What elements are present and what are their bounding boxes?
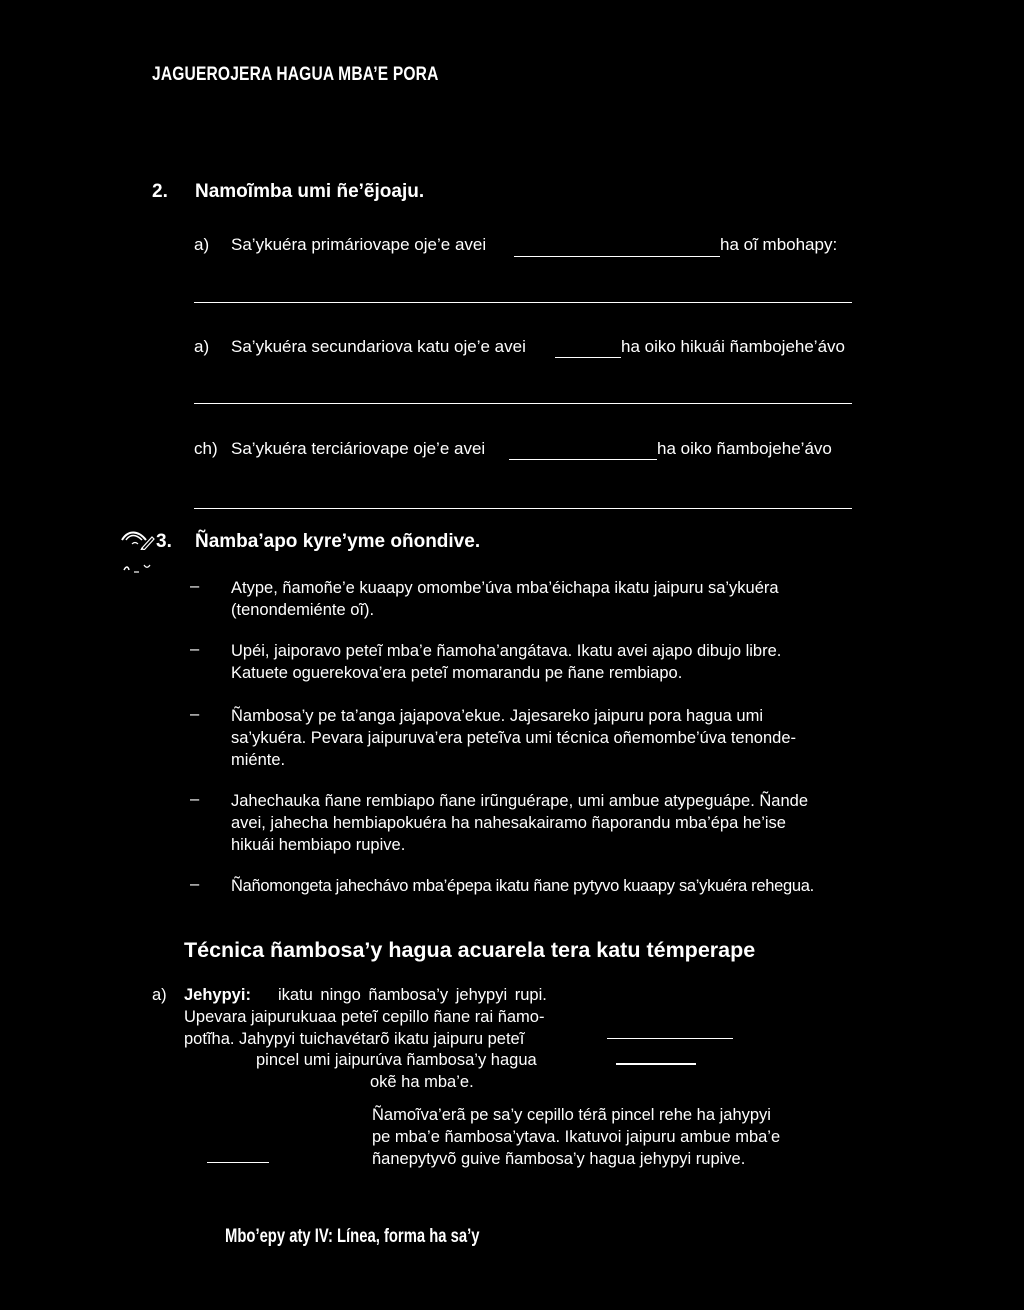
technique-item-line: potĩha. Jahypyi tuichavétarõ ikatu jaipuru peteĩ bbox=[184, 1030, 525, 1048]
q2-item-text-before: Sa’ykuéra terciáriovape oje’e avei bbox=[231, 439, 486, 458]
technique-note bbox=[372, 1104, 780, 1170]
bullet-paragraph bbox=[231, 875, 871, 897]
technique-item-term: Jehypyi: bbox=[184, 986, 251, 1004]
note-line: ñanepytyvõ guive ñambosa’y hagua jehypyi rupive. bbox=[372, 1150, 746, 1168]
technique-item-label: a) bbox=[152, 986, 167, 1004]
answer-line bbox=[194, 508, 852, 509]
bullet-dash: – bbox=[190, 577, 200, 595]
paragraph-line: Ñañomongeta jahechávo mba’épepa ikatu ñane pytyvo kuaapy sa’ykuéra rehegua. bbox=[231, 877, 814, 895]
answer-line bbox=[194, 403, 852, 404]
running-footer: Mbo’epy aty IV: Línea, forma ha sa’y bbox=[225, 1226, 480, 1247]
bullet-paragraph bbox=[231, 790, 871, 856]
question-3-number: 3. bbox=[156, 531, 172, 552]
paragraph-line: sa’ykuéra. Pevara jaipuruva’era peteĩva umi técnica oñemombe’úva tenonde- bbox=[231, 729, 796, 747]
q2-item-text-after: ha oiko ñambojehe’ávo bbox=[657, 439, 832, 458]
q2-item-text-after: ha oĩ mbohapy: bbox=[720, 235, 838, 254]
technique-item-line: ikatu ningo ñambosa’y jehypyi rupi. bbox=[278, 986, 547, 1004]
bullet-dash: – bbox=[190, 640, 200, 658]
q2-item-text-before: Sa’ykuéra primáriovape oje’e avei bbox=[231, 235, 487, 254]
technique-item-line: Upevara jaipurukuaa peteĩ cepillo ñane rai ñamo- bbox=[184, 1008, 545, 1026]
question-2-title: Namoĩmba umi ñe’ẽjoaju. bbox=[195, 181, 425, 202]
answer-blank bbox=[555, 357, 621, 358]
brush-stroke-sample bbox=[607, 1038, 733, 1039]
note-line: Ñamoĩva’erã pe sa’y cepillo térã pincel rehe ha jahypyi bbox=[372, 1106, 771, 1124]
brush-stroke-sample bbox=[616, 1063, 696, 1065]
bullet-paragraph bbox=[231, 705, 871, 771]
question-2-number: 2. bbox=[152, 181, 168, 202]
paragraph-line: hikuái hembiapo rupive. bbox=[231, 836, 406, 854]
paragraph-line: Upéi, jaiporavo peteĩ mba’e ñamoha’angátava. Ikatu avei ajapo dibujo libre. bbox=[231, 642, 782, 660]
bullet-dash: – bbox=[190, 705, 200, 723]
answer-line bbox=[194, 302, 852, 303]
paragraph-line: (tenondemiénte oĩ). bbox=[231, 601, 375, 619]
technique-item-line: okẽ ha mba’e. bbox=[370, 1073, 474, 1091]
paragraph-line: Jahechauka ñane rembiapo ñane irũnguérape, umi ambue atypeguápe. Ñande bbox=[231, 792, 809, 810]
question-3-title: Ñamba’apo kyre’yme oñondive. bbox=[195, 531, 481, 552]
paragraph-line: Katuete oguerekova’era peteĩ momarandu pe ñane rembiapo. bbox=[231, 664, 683, 682]
brush-stroke-icon bbox=[122, 560, 152, 576]
q2-item-label: a) bbox=[194, 337, 210, 356]
paragraph-line: avei, jahecha hembiapokuéra ha nahesakairamo ñaporandu mba’épa he’ise bbox=[231, 814, 786, 832]
bullet-dash: – bbox=[190, 875, 200, 893]
brush-stroke-sample bbox=[207, 1162, 269, 1163]
section-heading: Técnica ñambosa’y hagua acuarela tera katu témperape bbox=[184, 938, 756, 962]
paragraph-line: Ñambosa’y pe ta’anga jajapova’ekue. Jajesareko jaipuru pora hagua umi bbox=[231, 707, 764, 725]
q2-item-label: a) bbox=[194, 235, 210, 254]
answer-blank bbox=[509, 459, 657, 460]
pencil-icon bbox=[140, 534, 156, 550]
paragraph-line: miénte. bbox=[231, 751, 286, 769]
q2-item-label: ch) bbox=[194, 439, 218, 458]
q2-item-text-after: ha oiko hikuái ñambojehe’ávo bbox=[621, 337, 845, 356]
bullet-paragraph bbox=[231, 577, 871, 621]
answer-blank bbox=[514, 256, 720, 257]
note-line: pe mba’e ñambosa’ytava. Ikatuvoi jaipuru ambue mba’e bbox=[372, 1128, 781, 1146]
paragraph-line: Atype, ñamoñe’e kuaapy omombe’úva mba’éichapa ikatu jaipuru sa’ykuéra bbox=[231, 579, 779, 597]
technique-item-line: pincel umi jaipurúva ñambosa’y hagua bbox=[256, 1051, 537, 1069]
bullet-dash: – bbox=[190, 790, 200, 808]
bullet-paragraph bbox=[231, 640, 871, 684]
running-header: JAGUEROJERA HAGUA MBA’E PORA bbox=[152, 64, 439, 85]
q2-item-text-before: Sa’ykuéra secundariova katu oje’e avei bbox=[231, 337, 526, 356]
